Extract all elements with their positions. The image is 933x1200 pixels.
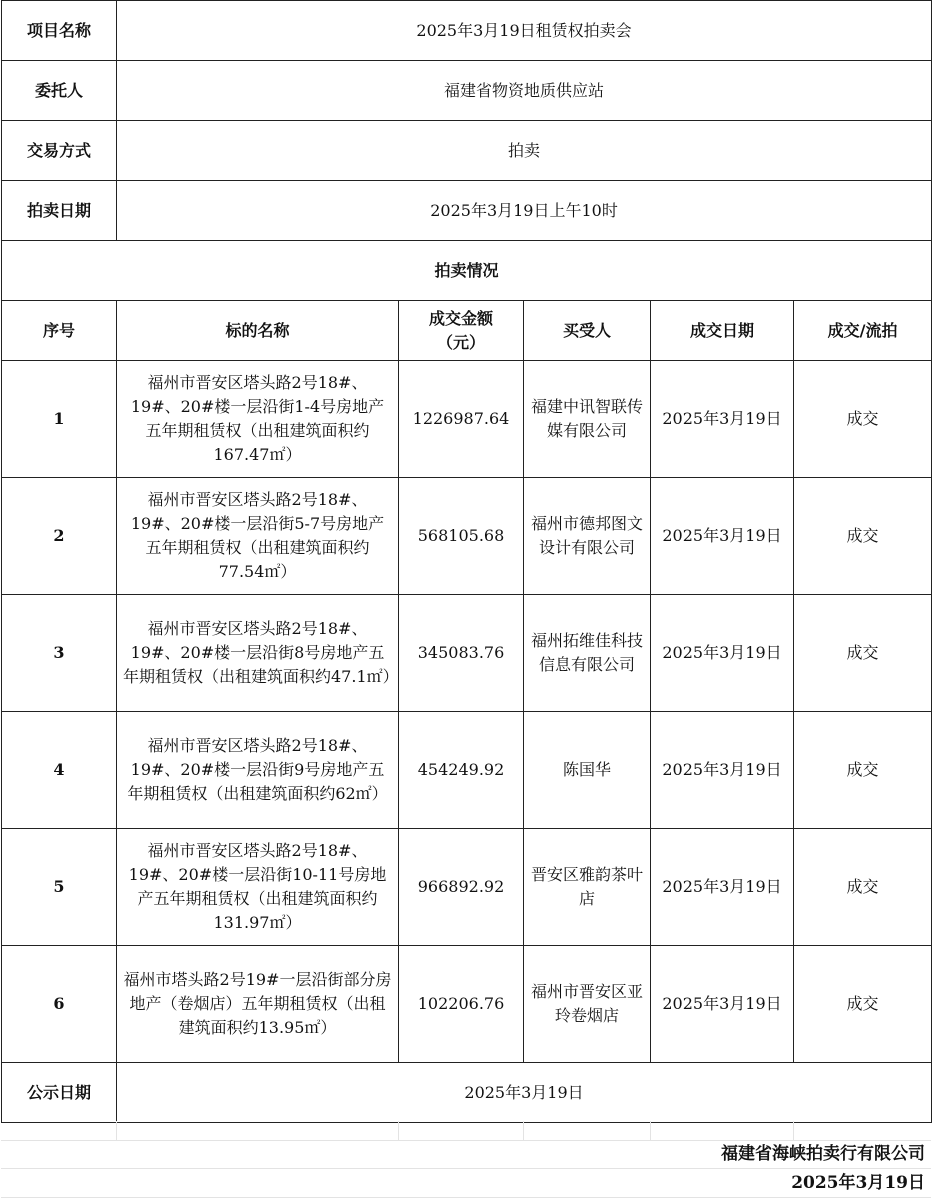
col-header-no: 序号 <box>2 301 117 361</box>
deal-date: 2025年3月19日 <box>651 829 794 946</box>
deal-status: 成交 <box>794 946 932 1063</box>
row-number: 6 <box>2 946 117 1063</box>
method-row <box>2 121 932 181</box>
deal-date: 2025年3月19日 <box>651 478 794 595</box>
deal-date: 2025年3月19日 <box>651 595 794 712</box>
table-row <box>2 595 932 712</box>
footer-date: 2025年3月19日 <box>1 1169 931 1198</box>
row-number: 3 <box>2 595 117 712</box>
deal-amount: 568105.68 <box>399 478 524 595</box>
table-row <box>2 712 932 829</box>
blank-spreadsheet-row <box>1 1121 931 1141</box>
deal-status: 成交 <box>794 595 932 712</box>
client-label: 委托人 <box>2 61 117 121</box>
lot-name: 福州市晋安区塔头路2号18#、19#、20#楼一层沿街1-4号房地产五年期租赁权（出租建筑面积约167.47㎡） <box>117 361 399 478</box>
buyer-name: 福州市德邦图文设计有限公司 <box>524 478 651 595</box>
method-label: 交易方式 <box>2 121 117 181</box>
notice-date-label: 公示日期 <box>2 1063 117 1123</box>
grid-divider <box>398 1121 399 1140</box>
buyer-name: 晋安区雅韵茶叶店 <box>524 829 651 946</box>
notice-date-row <box>2 1063 932 1123</box>
auction-result-table <box>1 0 932 1123</box>
lot-name: 福州市塔头路2号19#一层沿街部分房地产（卷烟店）五年期租赁权（出租建筑面积约13.95㎡） <box>117 946 399 1063</box>
row-number: 2 <box>2 478 117 595</box>
row-number: 4 <box>2 712 117 829</box>
deal-status: 成交 <box>794 478 932 595</box>
row-number: 5 <box>2 829 117 946</box>
lot-name: 福州市晋安区塔头路2号18#、19#、20#楼一层沿街10-11号房地产五年期租赁权（出租建筑面积约131.97㎡） <box>117 829 399 946</box>
deal-date: 2025年3月19日 <box>651 361 794 478</box>
footer-company: 福建省海峡拍卖行有限公司 <box>1 1140 931 1169</box>
lot-name: 福州市晋安区塔头路2号18#、19#、20#楼一层沿街9号房地产五年期租赁权（出租建筑面积约62㎡） <box>117 712 399 829</box>
auction-date-label: 拍卖日期 <box>2 181 117 241</box>
buyer-name: 福州拓维佳科技信息有限公司 <box>524 595 651 712</box>
buyer-name: 福州市晋安区亚玲卷烟店 <box>524 946 651 1063</box>
deal-amount: 1226987.64 <box>399 361 524 478</box>
table-row <box>2 478 932 595</box>
method-value: 拍卖 <box>117 121 932 181</box>
deal-status: 成交 <box>794 712 932 829</box>
col-header-buyer: 买受人 <box>524 301 651 361</box>
auction-date-value: 2025年3月19日上午10时 <box>117 181 932 241</box>
col-header-date: 成交日期 <box>651 301 794 361</box>
deal-date: 2025年3月19日 <box>651 946 794 1063</box>
auction-date-row <box>2 181 932 241</box>
project-label: 项目名称 <box>2 1 117 61</box>
project-row <box>2 1 932 61</box>
col-header-status: 成交/流拍 <box>794 301 932 361</box>
project-value: 2025年3月19日租赁权拍卖会 <box>117 1 932 61</box>
deal-status: 成交 <box>794 829 932 946</box>
lot-name: 福州市晋安区塔头路2号18#、19#、20#楼一层沿街5-7号房地产五年期租赁权（出租建筑面积约77.54㎡） <box>117 478 399 595</box>
grid-divider <box>523 1121 524 1140</box>
grid-divider <box>650 1121 651 1140</box>
section-title: 拍卖情况 <box>2 241 932 301</box>
buyer-name: 陈国华 <box>524 712 651 829</box>
deal-date: 2025年3月19日 <box>651 712 794 829</box>
col-header-amount: 成交金额 （元） <box>399 301 524 361</box>
grid-divider <box>793 1121 794 1140</box>
grid-divider <box>116 1121 117 1140</box>
notice-date-value: 2025年3月19日 <box>117 1063 932 1123</box>
deal-status: 成交 <box>794 361 932 478</box>
deal-amount: 454249.92 <box>399 712 524 829</box>
table-row <box>2 946 932 1063</box>
deal-amount: 345083.76 <box>399 595 524 712</box>
col-header-name: 标的名称 <box>117 301 399 361</box>
deal-amount: 102206.76 <box>399 946 524 1063</box>
client-row <box>2 61 932 121</box>
lot-name: 福州市晋安区塔头路2号18#、19#、20#楼一层沿街8号房地产五年期租赁权（出租建筑面积约47.1㎡） <box>117 595 399 712</box>
buyer-name: 福建中讯智联传媒有限公司 <box>524 361 651 478</box>
deal-amount: 966892.92 <box>399 829 524 946</box>
row-number: 1 <box>2 361 117 478</box>
table-row <box>2 361 932 478</box>
client-value: 福建省物资地质供应站 <box>117 61 932 121</box>
table-row <box>2 829 932 946</box>
section-title-row <box>2 241 932 301</box>
column-header-row <box>2 301 932 361</box>
